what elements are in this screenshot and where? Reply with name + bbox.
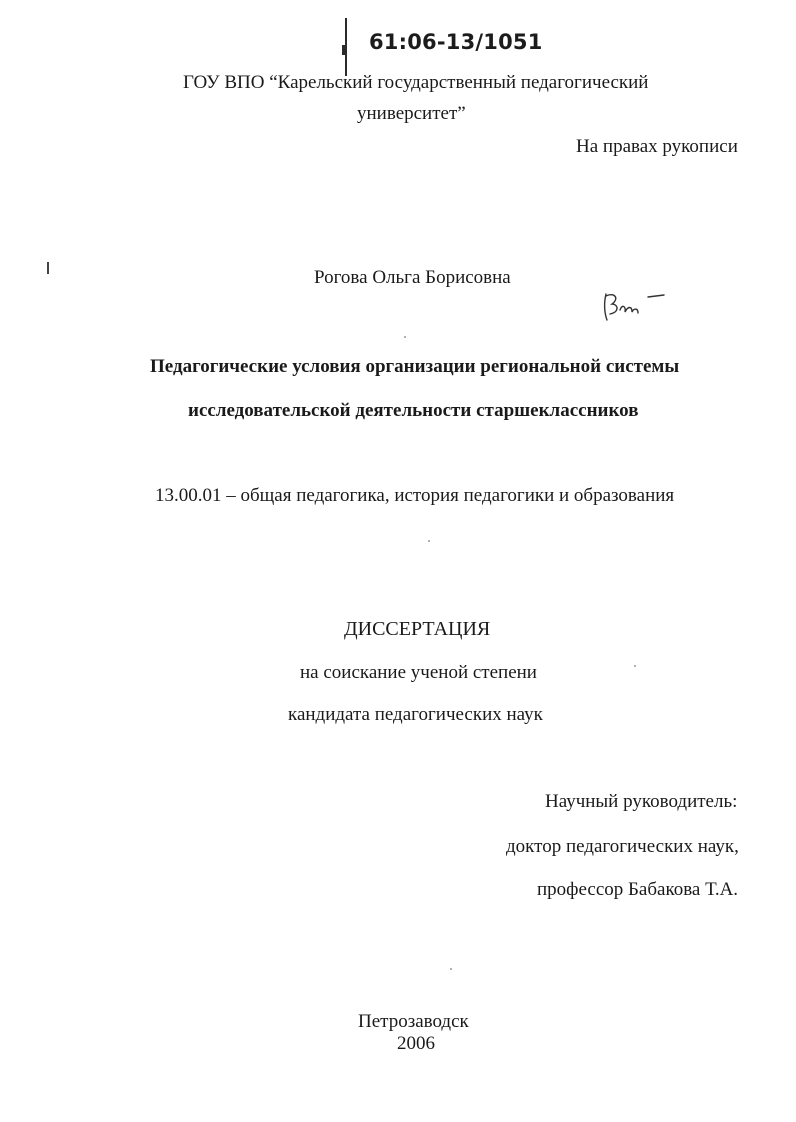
scan-speck xyxy=(428,540,430,542)
author-name: Рогова Ольга Борисовна xyxy=(314,267,511,288)
degree-line1: на соискание ученой степени xyxy=(300,662,537,683)
supervisor-degree: доктор педагогических наук, xyxy=(506,836,739,857)
stamp-vertical-line xyxy=(345,18,347,76)
scan-mark xyxy=(47,262,49,274)
scan-speck xyxy=(450,968,452,970)
supervisor-label: Научный руководитель: xyxy=(545,791,738,812)
signature-mark xyxy=(598,288,672,324)
supervisor-name: профессор Бабакова Т.А. xyxy=(537,879,739,900)
dissertation-title-line1: Педагогические условия организации региональной системы xyxy=(150,356,680,377)
dissertation-title-line2: исследовательской деятельности старшеклассников xyxy=(188,400,639,421)
dissertation-heading: ДИССЕРТАЦИЯ xyxy=(344,618,491,640)
university-name-line1: ГОУ ВПО “Карельский государственный педагогический xyxy=(183,72,649,93)
scan-speck xyxy=(634,665,636,667)
year: 2006 xyxy=(397,1033,435,1054)
specialty-code: 13.00.01 – общая педагогика, история педагогики и образования xyxy=(155,485,675,506)
manuscript-rights-note: На правах рукописи xyxy=(576,136,738,157)
stamp-call-number: 61:06-13/1051 xyxy=(369,30,543,54)
degree-line2: кандидата педагогических наук xyxy=(288,704,543,725)
stamp-tick-mark xyxy=(342,45,345,55)
city: Петрозаводск xyxy=(358,1011,469,1032)
university-name-line2: университет” xyxy=(357,103,466,124)
scan-speck xyxy=(404,336,406,338)
